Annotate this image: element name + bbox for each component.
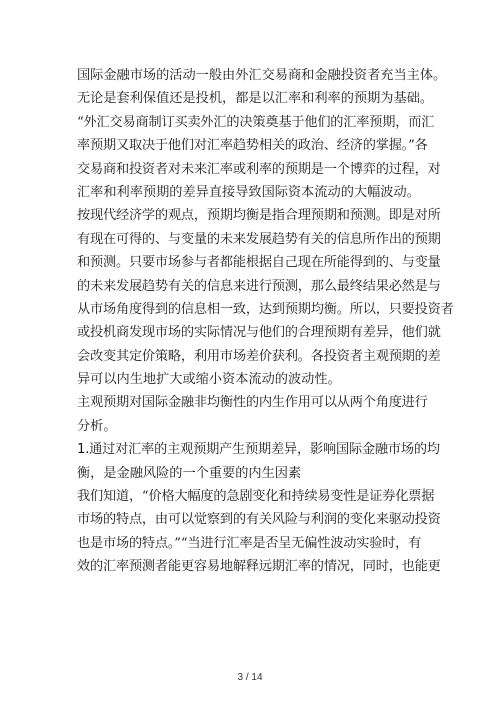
text-line: 也是市场的特点。”“当进行汇率是否呈无偏性波动实验时，有	[77, 535, 422, 551]
text-line: 我们知道，“价格大幅度的急剧变化和持续易变性是证券化票据	[77, 489, 435, 505]
document-body	[77, 64, 454, 579]
text-line: 汇率和利率预期的差异直接导致国际资本流动的大幅波动。	[77, 184, 420, 200]
text-line: 效的汇率预测者能更容易地解释远期汇率的情况，同时，也能更	[77, 559, 441, 575]
text-line: 的未来发展趋势有关的信息来进行预测，那么最终结果必然是与	[77, 278, 441, 294]
text-line: 国际金融市场的活动一般由外汇交易商和金融投资者充当主体。	[77, 68, 447, 83]
text-line: 有现在可得的、与变量的未来发展趋势有关的信息所作出的预期	[77, 231, 441, 247]
text-line: 率预期又取决于他们对汇率趋势相关的政治、经济的掌握。”各	[77, 138, 428, 154]
text-line: 主观预期对国际金融非均衡性的内生作用可以从两个角度进行	[77, 395, 428, 411]
text-line: 分析。	[77, 418, 117, 434]
text-line: 按现代经济学的观点，预期均衡是指合理预期和预测。即是对所	[77, 208, 441, 224]
text-line: 市场的特点，由可以觉察到的有关风险与利润的变化来驱动投资	[77, 512, 441, 528]
text-line: 和预测。只要市场参与者都能根据自己现在所能得到的、与变量	[77, 255, 441, 271]
text-line: 或投机商发现市场的实际情况与他们的合理预期有差异，他们就	[77, 325, 441, 341]
page-number: 3 / 14	[237, 672, 263, 683]
section-heading-line: 衡，是金融风险的一个重要的内生因素	[77, 465, 302, 481]
text-line: 从市场角度得到的信息相一致，达到预期均衡。所以，只要投资者	[77, 301, 454, 317]
section-heading-line: 1.通过对汇率的主观预期产生预期差异，影响国际金融市场的均	[77, 442, 440, 458]
text-line: 异可以内生地扩大或缩小资本流动的波动性。	[77, 372, 341, 388]
text-line: 会改变其定价策略，利用市场差价获利。各投资者主观预期的差	[77, 348, 441, 364]
text-line: 交易商和投资者对未来汇率或利率的预期是一个博弈的过程，对	[77, 161, 441, 177]
text-line: “外汇交易商制订买卖外汇的决策奠基于他们的汇率预期，而汇	[77, 114, 435, 130]
text-line: 无论是套利保值还是投机，都是以汇率和利率的预期为基础。	[77, 91, 434, 107]
